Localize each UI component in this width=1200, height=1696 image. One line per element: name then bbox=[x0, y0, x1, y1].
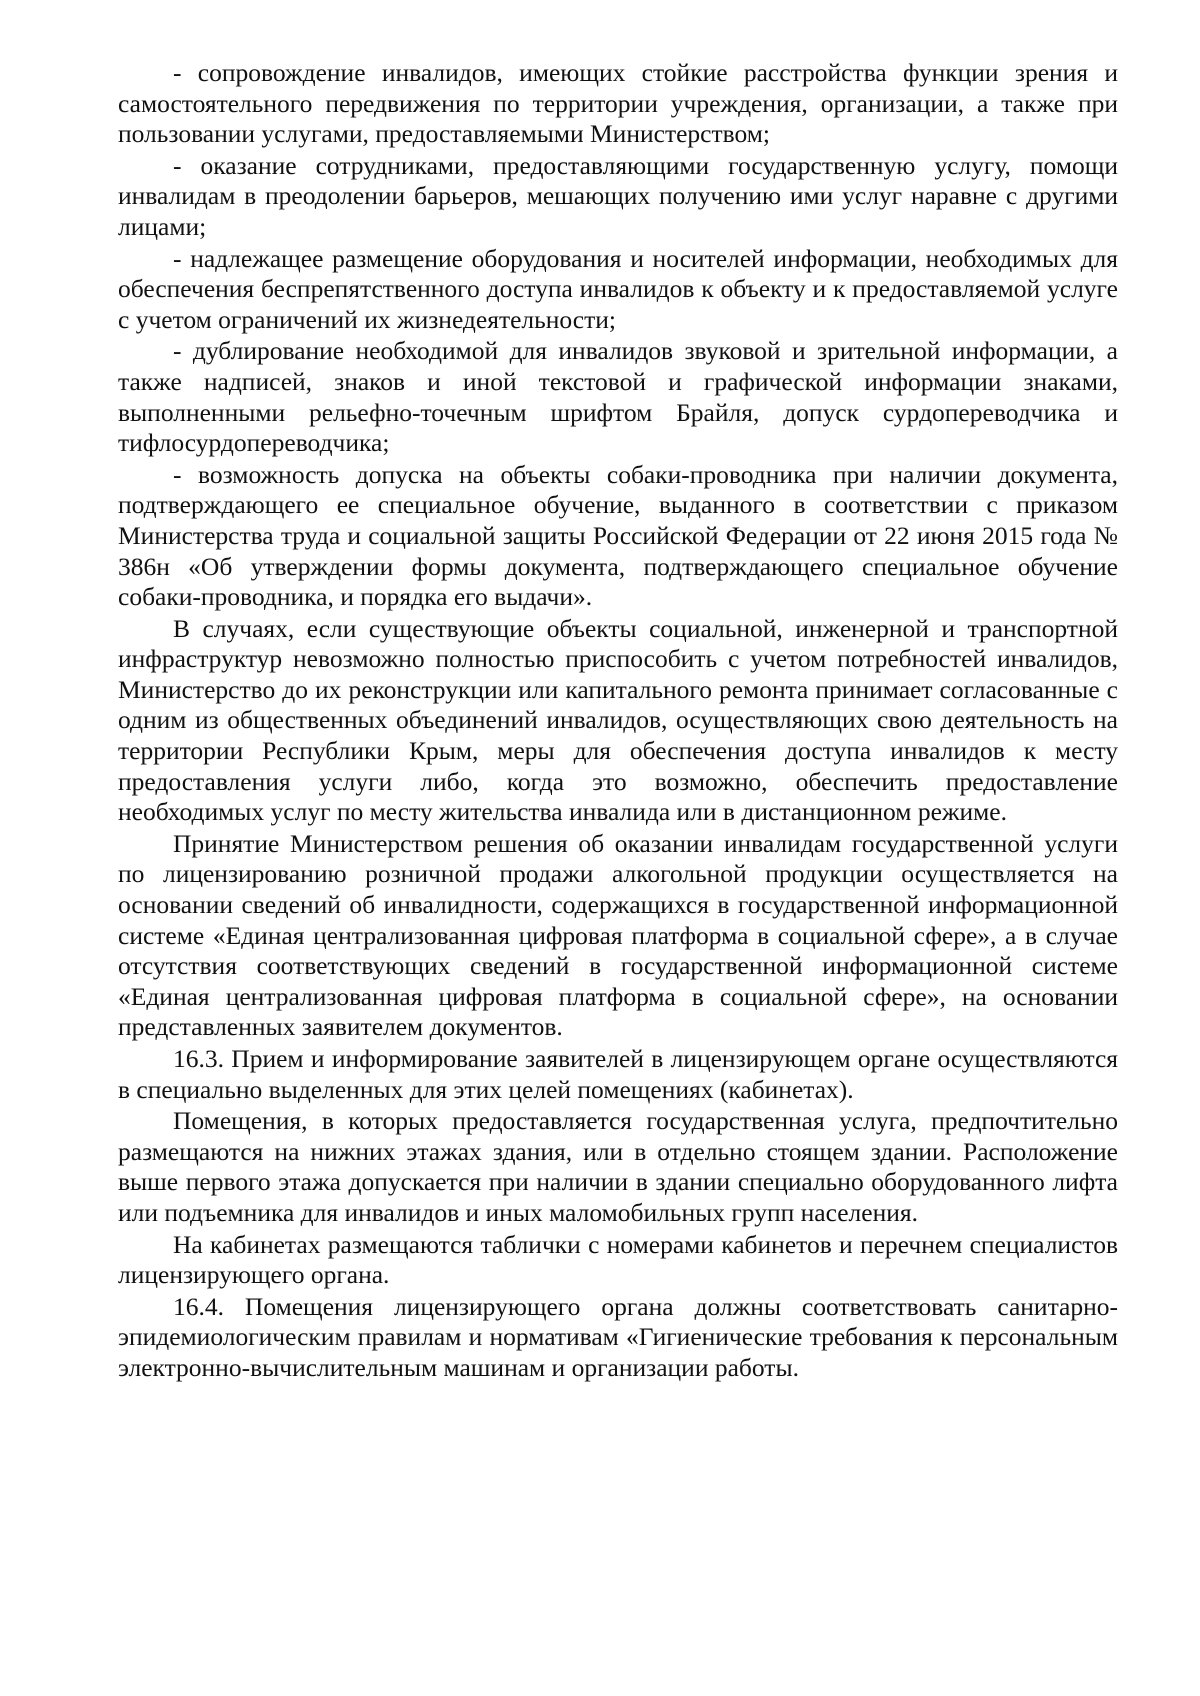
paragraph-section-16-3: 16.3. Прием и информирование заявителей в лицензирующем органе осуществляются в специально выделенных для этих целей помещениях (кабинетах). bbox=[118, 1044, 1118, 1104]
paragraph-escort-visually-impaired: - сопровождение инвалидов, имеющих стойкие расстройства функции зрения и самостоятельного передвижения по территории учреждения, организации, а также при пользовании услугами, предоставляемыми Министерством; bbox=[118, 58, 1118, 149]
paragraph-premises-location: Помещения, в которых предоставляется государственная услуга, предпочтительно размещаются на нижних этажах здания, или в отдельно стоящем здании. Расположение выше первого этажа допускается при наличии в здании специально оборудованного лифта или подъемника для инвалидов и иных маломобильных групп населения. bbox=[118, 1106, 1118, 1227]
paragraph-guide-dog-access: - возможность допуска на объекты собаки-проводника при наличии документа, подтверждающего ее специальное обучение, выданного в соответствии с приказом Министерства труда и социальной защиты Российской Федерации от 22 июня 2015 года № 386н «Об утверждении формы документа, подтверждающего специальное обучение собаки-проводника, и порядка его выдачи». bbox=[118, 459, 1118, 612]
paragraph-ministry-decision: Принятие Министерством решения об оказании инвалидам государственной услуги по лицензированию розничной продажи алкогольной продукции осуществляется на основании сведений об инвалидности, содержащихся в государственной информационной системе «Единая централизованная цифровая платформа в социальной сфере», а в случае отсутствия соответствующих сведений в государственной информационной системе «Единая централизованная цифровая платформа в социальной сфере», на основании представленных заявителем документов. bbox=[118, 828, 1118, 1042]
paragraph-staff-assistance: - оказание сотрудниками, предоставляющими государственную услугу, помощи инвалидам в преодолении барьеров, мешающих получению ими услуг наравне с другими лицами; bbox=[118, 150, 1118, 241]
document-page bbox=[118, 58, 1118, 1385]
paragraph-infrastructure-adaptation: В случаях, если существующие объекты социальной, инженерной и транспортной инфраструктур невозможно полностью приспособить с учетом потребностей инвалидов, Министерство до их реконструкции или капитального ремонта принимает согласованные с одним из общественных объединений инвалидов, осуществляющих свою деятельность на территории Республики Крым, меры для обеспечения доступа инвалидов к месту предоставления услуги либо, когда это возможно, обеспечить предоставление необходимых услуг по месту жительства инвалида или в дистанционном режиме. bbox=[118, 613, 1118, 827]
paragraph-section-16-4: 16.4. Помещения лицензирующего органа должны соответствовать санитарно-эпидемиологическим правилам и нормативам «Гигиенические требования к персональным электронно-вычислительным машинам и организации работы. bbox=[118, 1291, 1118, 1382]
paragraph-braille-duplication: - дублирование необходимой для инвалидов звуковой и зрительной информации, а также надписей, знаков и иной текстовой и графической информации знаками, выполненными рельефно-точечным шрифтом Брайля, допуск сурдопереводчика и тифлосурдопереводчика; bbox=[118, 336, 1118, 458]
paragraph-office-signs: На кабинетах размещаются таблички с номерами кабинетов и перечнем специалистов лицензирующего органа. bbox=[118, 1229, 1118, 1290]
paragraph-equipment-placement: - надлежащее размещение оборудования и носителей информации, необходимых для обеспечения беспрепятственного доступа инвалидов к объекту и к предоставляемой услуге с учетом ограничений их жизнедеятельности; bbox=[118, 243, 1118, 334]
